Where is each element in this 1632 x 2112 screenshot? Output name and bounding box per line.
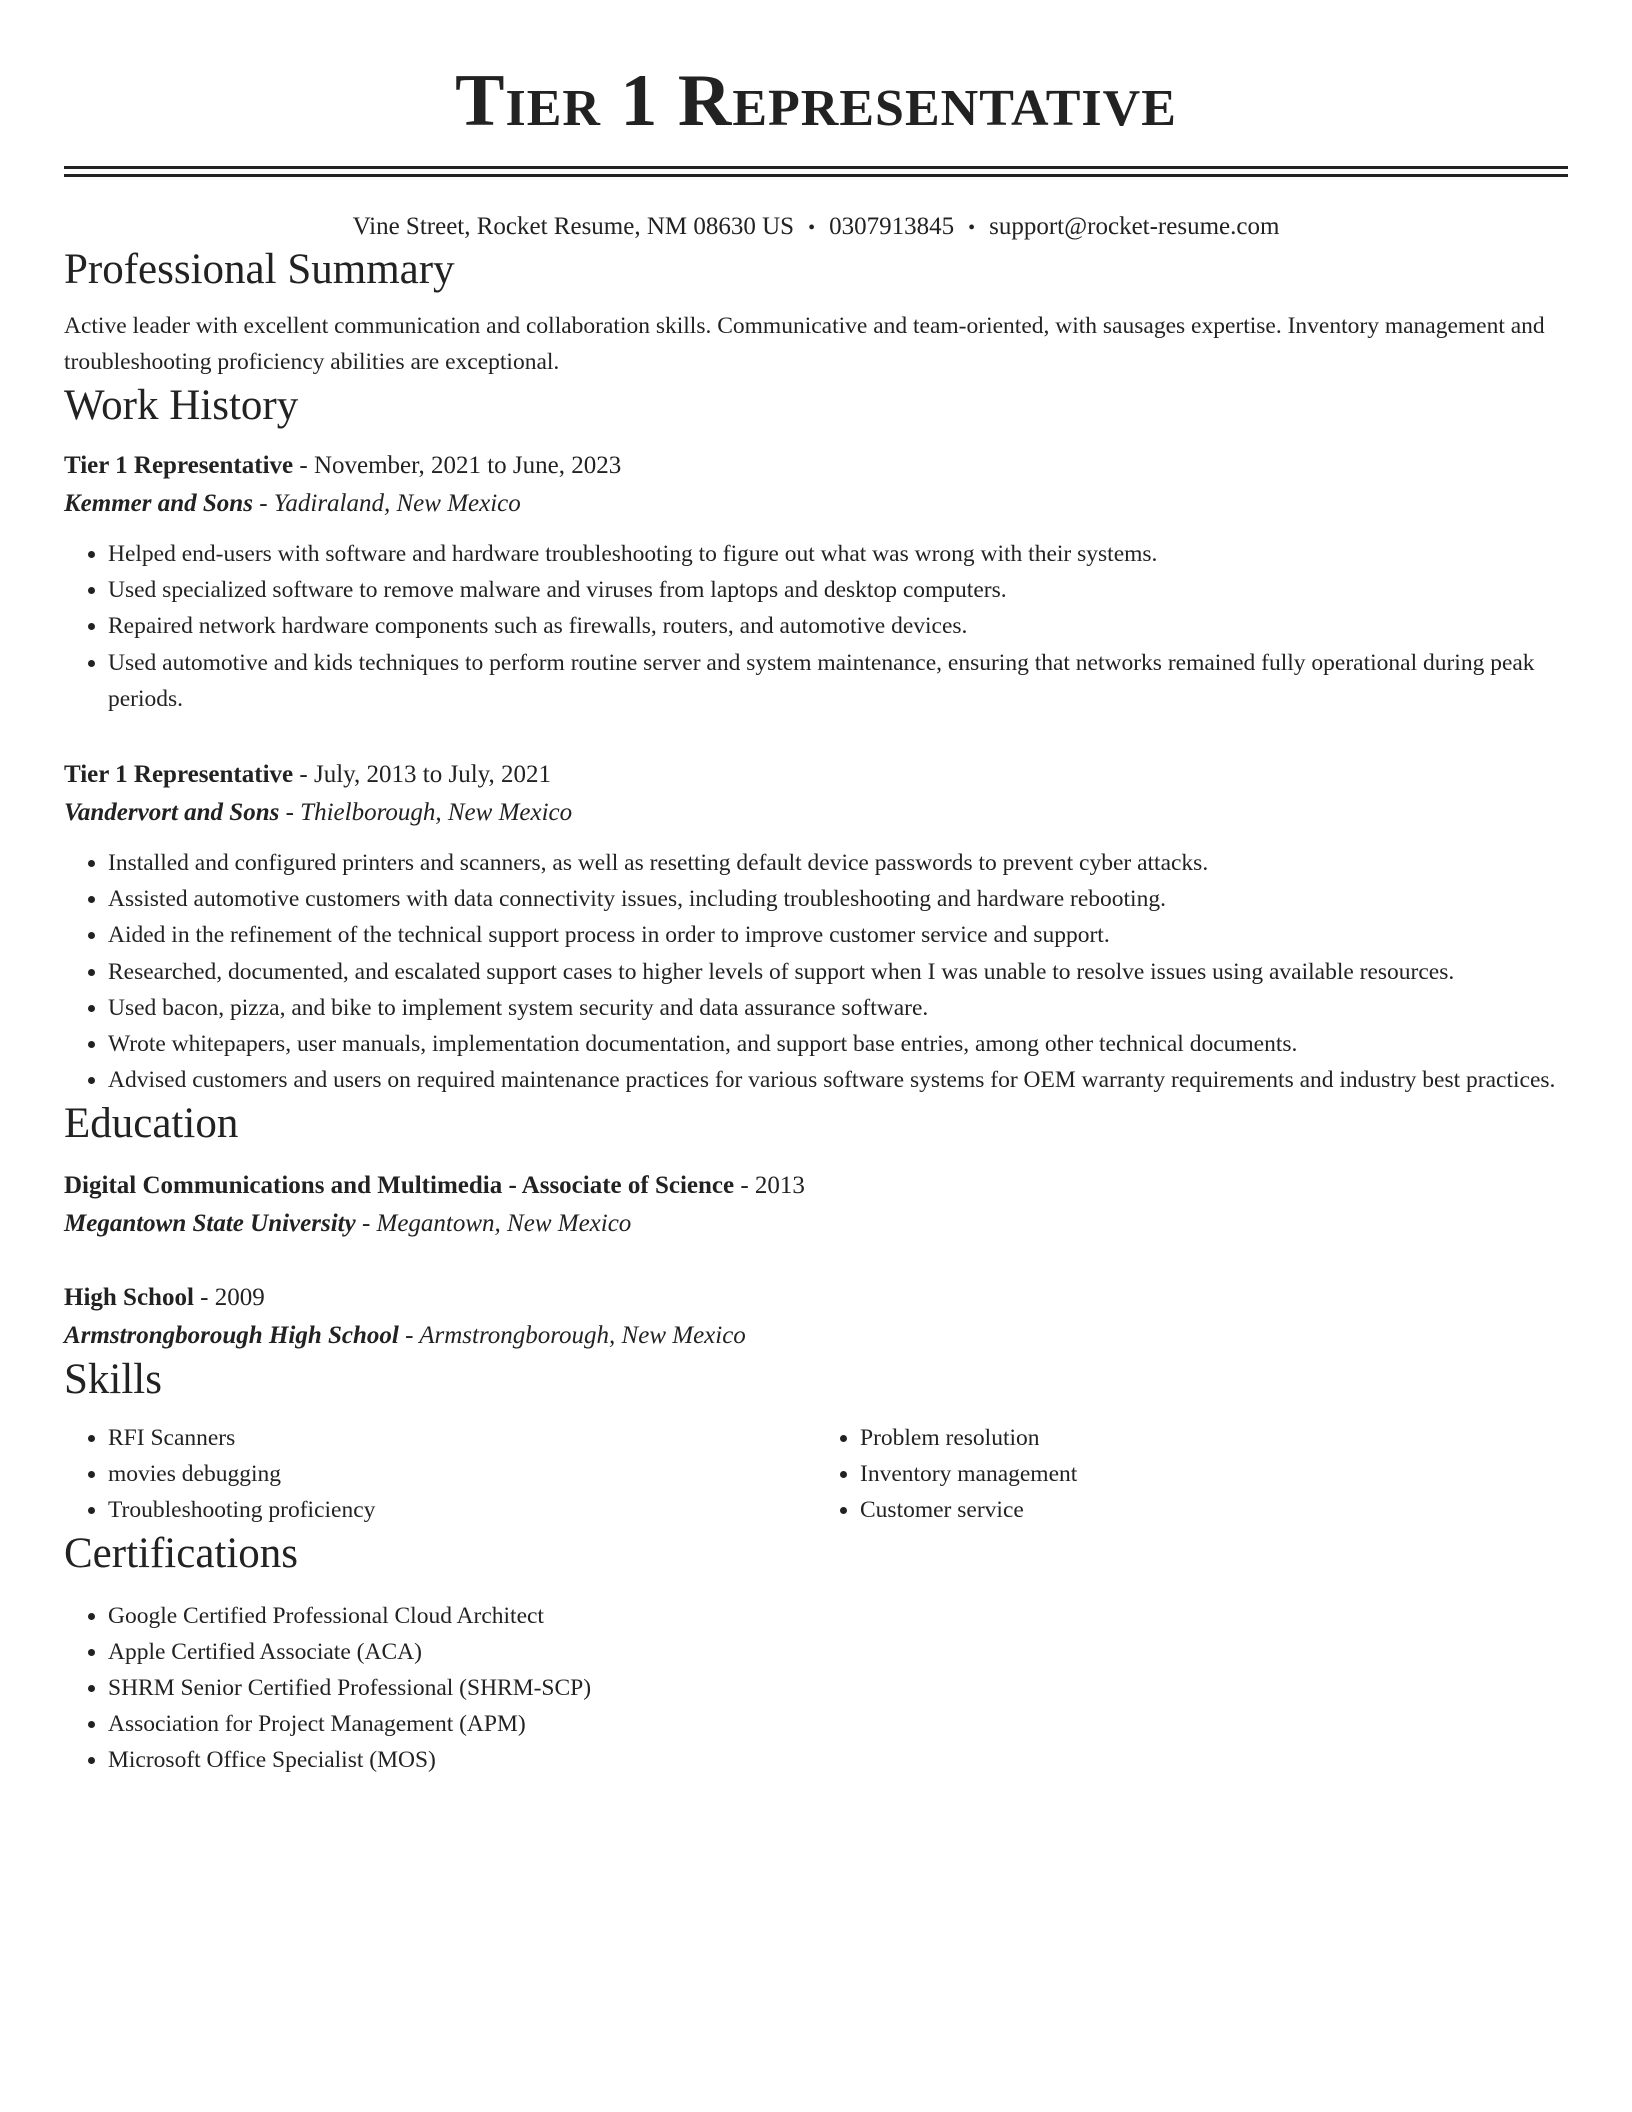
skills-list <box>64 1420 1568 1528</box>
title-divider <box>64 166 1568 177</box>
job-location: - Yadiraland, New Mexico <box>252 490 521 517</box>
summary-text: Active leader with excellent communication and collaboration skills. Communicative and team-oriented, with sausages expertise. Inventory management and troubleshooting proficiency abilities are exceptional. <box>64 313 1545 375</box>
contact-line <box>64 211 1568 244</box>
work-history-heading: Work History <box>64 382 299 429</box>
education-degree-line <box>64 1278 1568 1318</box>
education-school-line <box>64 1206 1568 1242</box>
skill-item: • Troubleshooting proficiency <box>108 1492 816 1528</box>
contact-address: Vine Street, Rocket Resume, NM 08630 US <box>352 213 795 240</box>
job-dates: - November, 2021 to June, 2023 <box>293 452 622 479</box>
job-title: Tier 1 Representative <box>64 761 294 789</box>
job-company: Kemmer and Sons <box>64 490 253 517</box>
job-bullet: • Aided in the refinement of the technical support process in order to improve customer service and support. <box>108 917 1568 953</box>
job-company-line <box>64 795 1568 831</box>
education-school-line <box>64 1318 1568 1354</box>
job-bullet: • Installed and configured printers and scanners, as well as resetting default device passwords to prevent cyber attacks. <box>108 845 1568 881</box>
job-bullets <box>64 845 1568 1098</box>
skill-item: • Inventory management <box>860 1456 1568 1492</box>
skills-column-left <box>64 1420 816 1528</box>
contact-separator: • <box>808 217 816 239</box>
certifications-list <box>64 1598 1568 1778</box>
education-degree-line <box>64 1166 1568 1206</box>
certification-item: • SHRM Senior Certified Professional (SHRM-SCP) <box>108 1670 1568 1706</box>
skills-heading: Skills <box>64 1356 162 1404</box>
skills-column-right <box>816 1420 1568 1528</box>
job-bullet: • Repaired network hardware components such as firewalls, routers, and automotive devices. <box>108 608 1568 644</box>
education-location: - Megantown, New Mexico <box>355 1210 632 1238</box>
education-degree: High School <box>64 1284 194 1312</box>
summary-heading: Professional Summary <box>64 246 455 293</box>
contact-phone: 0307913845 <box>829 213 955 240</box>
education-entry <box>64 1278 1568 1354</box>
education-year: - 2013 <box>734 1172 805 1200</box>
job-bullet: • Wrote whitepapers, user manuals, implementation documentation, and support base entries, among other technical documents. <box>108 1026 1568 1062</box>
job-location: - Thielborough, New Mexico <box>279 799 573 827</box>
job-bullet: • Assisted automotive customers with data connectivity issues, including troubleshooting and hardware rebooting. <box>108 881 1568 917</box>
job-title-line <box>64 755 1568 795</box>
job-dates: - July, 2013 to July, 2021 <box>293 761 552 789</box>
job-title: Tier 1 Representative <box>64 452 294 479</box>
certification-item: • Microsoft Office Specialist (MOS) <box>108 1742 1568 1778</box>
job-title-line <box>64 446 1568 486</box>
skill-item: • Customer service <box>860 1492 1568 1528</box>
job-company: Vandervort and Sons <box>64 799 280 827</box>
education-year: - 2009 <box>193 1284 265 1312</box>
certification-item: • Association for Project Management (APM) <box>108 1706 1568 1742</box>
contact-separator: • <box>968 217 976 239</box>
job-bullet: • Helped end-users with software and hardware troubleshooting to figure out what was wrong with their systems. <box>108 536 1568 572</box>
job-entry <box>64 446 1568 717</box>
education-location: - Armstrongborough, New Mexico <box>398 1322 746 1350</box>
job-bullet: • Used automotive and kids techniques to perform routine server and system maintenance, ensuring that networks remained fully operational during peak periods. <box>108 645 1568 717</box>
job-company-line <box>64 486 1568 522</box>
education-heading: Education <box>64 1100 239 1148</box>
certifications-heading: Certifications <box>64 1530 299 1578</box>
job-bullet: • Advised customers and users on required maintenance practices for various software systems for OEM warranty requirements and industry best practices. <box>108 1062 1568 1098</box>
certification-item: • Apple Certified Associate (ACA) <box>108 1634 1568 1670</box>
skill-item: • Problem resolution <box>860 1420 1568 1456</box>
education-degree: Digital Communications and Multimedia - Associate of Science <box>64 1172 735 1200</box>
resume-title: Tier 1 Representative <box>455 60 1177 142</box>
skill-item: • RFI Scanners <box>108 1420 816 1456</box>
skill-item: • movies debugging <box>108 1456 816 1492</box>
education-school: Armstrongborough High School <box>64 1322 399 1350</box>
education-entry <box>64 1166 1568 1242</box>
education-school: Megantown State University <box>64 1210 356 1238</box>
job-entry <box>64 755 1568 1098</box>
job-bullet: • Used bacon, pizza, and bike to implement system security and data assurance software. <box>108 990 1568 1026</box>
job-bullets <box>64 536 1568 717</box>
contact-email: support@rocket-resume.com <box>989 213 1280 240</box>
job-bullet: • Used specialized software to remove malware and viruses from laptops and desktop computers. <box>108 572 1568 608</box>
job-bullet: • Researched, documented, and escalated support cases to higher levels of support when I was unable to resolve issues using available resources. <box>108 954 1568 990</box>
certification-item: • Google Certified Professional Cloud Architect <box>108 1598 1568 1634</box>
